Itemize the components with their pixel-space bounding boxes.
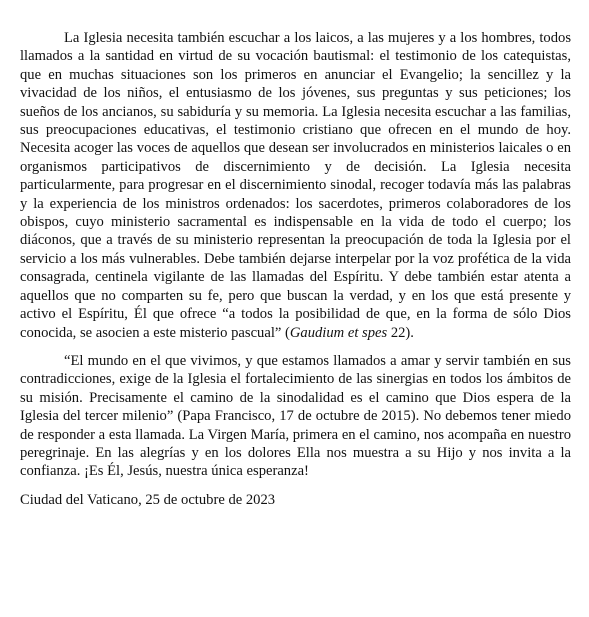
paragraph-laity (20, 29, 571, 342)
paragraph-synodality: “El mundo en el que vivimos, y que estamos llamados a amar y servir también en sus contradicciones, exige de la Iglesia el fortalecimiento de las sinergias en todos los ámbitos de su misión. Precisamente el camino de la sinodalidad es el camino que Dios espera de la Iglesia del tercer milenio” (Papa Francisco, 17 de octubre de 2015). No debemos tener miedo de responder a esta llamada. La Virgen María, primera en el camino, nos acompaña en nuestro peregrinaje. En las alegrías y en los dolores Ella nos muestra a su Hijo y nos invita a la confianza. ¡Es Él, Jesús, nuestra única esperanza! (20, 352, 571, 480)
citation-gaudium-et-spes: Gaudium et spes (289, 324, 388, 341)
document-page (20, 29, 571, 509)
signature-place-date: Ciudad del Vaticano, 25 de octubre de 2023 (20, 491, 276, 508)
paragraph-laity-text-end: 22). (387, 324, 414, 341)
paragraph-laity-text: La Iglesia necesita también escuchar a los laicos, a las mujeres y a los hombres, todos llamados a la santidad en virtud de su vocación bautismal: el testimonio de los catequistas, que en muchas situaciones son los primeros en anunciar el Evangelio; la sencillez y la vivacidad de los niños, el entusiasmo de los jóvenes, sus preguntas y sus peticiones; los sueños de los ancianos, su sabiduría y su memoria. La Iglesia necesita escuchar a las familias, sus preocupaciones educativas, el testimonio cristiano que ofrecen en el mundo de hoy. Necesita acoger las voces de aquellos que desean ser involucrados en ministerios laicales o en organismos participativos de discernimiento y de decisión. La Iglesia necesita particularmente, para progresar en el discernimiento sinodal, recoger todavía más las palabras y la experiencia de los ministros ordenados: los sacerdotes, primeros colaboradores de los obispos, cuyo ministerio sacramental es indispensable en la vida de todo el cuerpo; los diáconos, que a través de su ministerio representan la preocupación de toda la Iglesia por el servicio a los más vulnerables. Debe también dejarse interpelar por la voz profética de la vida consagrada, centinela vigilante de las llamadas del Espíritu. Y debe también estar atenta a aquellos que no comparten su fe, pero que buscan la verdad, y en los que está presente y activo el Espíritu, Él que ofrece “a todos la posibilidad de que, en la forma de sólo Dios conocida, se asocien a este misterio pascual” ( (20, 30, 571, 341)
